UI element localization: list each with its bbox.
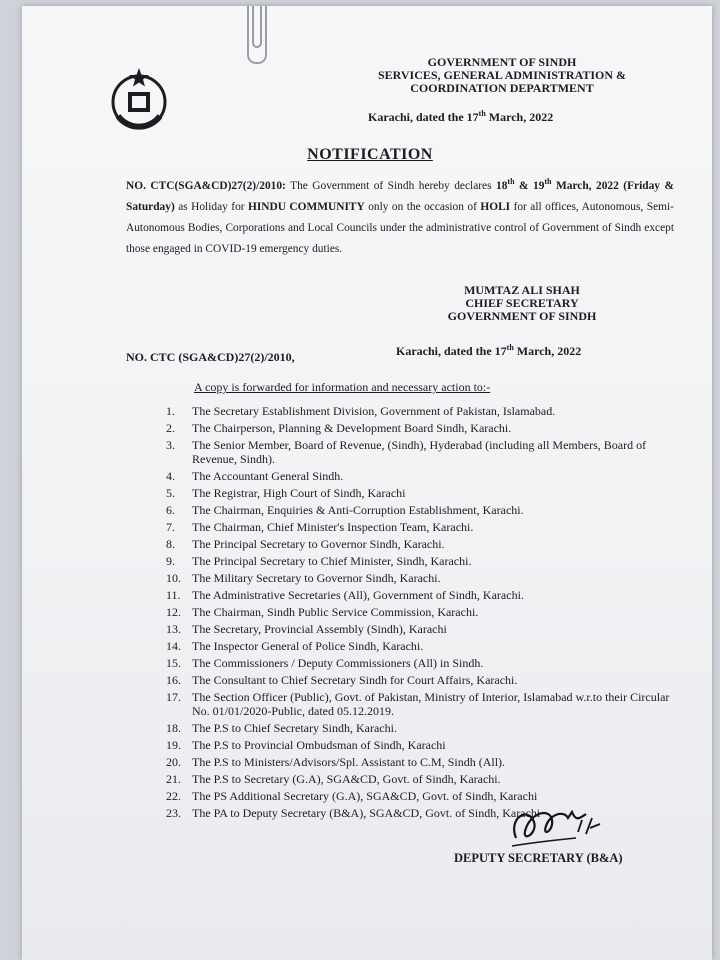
list-item <box>166 806 696 820</box>
list-item <box>166 588 696 602</box>
list-item-number: 9. <box>166 554 175 568</box>
list-item-number: 7. <box>166 520 175 534</box>
copy-forward-intro: A copy is forwarded for information and necessary action to:- <box>194 380 491 394</box>
header-date: Karachi, dated the 17th March, 2022 <box>368 109 554 124</box>
list-item <box>166 690 696 718</box>
list-item-text: The Principal Secretary to Governor Sindh, Karachi. <box>192 537 445 551</box>
list-item-number: 18. <box>166 721 181 735</box>
forward-date: Karachi, dated the 17th March, 2022 <box>396 343 582 358</box>
list-item-text: The Chairman, Enquiries & Anti-Corruption Establishment, Karachi. <box>192 503 524 517</box>
list-item-number: 12. <box>166 605 181 619</box>
list-item-number: 22. <box>166 789 181 803</box>
signatory-designation: CHIEF SECRETARY <box>465 296 579 310</box>
list-item <box>166 721 696 735</box>
list-item-text: The Registrar, High Court of Sindh, Karachi <box>192 486 406 500</box>
list-item-number: 15. <box>166 656 181 670</box>
list-item-number: 10. <box>166 571 181 585</box>
list-item <box>166 486 696 500</box>
list-item-text: The Secretary Establishment Division, Government of Pakistan, Islamabad. <box>192 404 556 418</box>
list-item-text: The Inspector General of Police Sindh, Karachi. <box>192 639 424 653</box>
notification-body: NO. CTC(SGA&CD)27(2)/2010: The Government of Sindh hereby declares 18th & 19th March, 2022 (Friday & Saturday) as Holiday for HINDU COMMUNITY only on the occasion of HOLI for all offices, Autonomous, Semi-Autonomous Bodies, Corporations and Local Councils under the administrative control of Government of Sindh except those engaged in COVID-19 emergency duties. <box>126 177 674 255</box>
list-item-number: 5. <box>166 486 175 500</box>
recipient-list <box>166 404 696 823</box>
list-item-text: The PA to Deputy Secretary (B&A), SGA&CD, Govt. of Sindh, Karachi <box>192 806 541 820</box>
list-item <box>166 554 696 568</box>
list-item <box>166 656 696 670</box>
list-item <box>166 622 696 636</box>
list-item-number: 11. <box>166 588 181 602</box>
list-item <box>166 537 696 551</box>
occasion-name: HOLI <box>480 201 511 213</box>
list-item-number: 4. <box>166 469 175 483</box>
list-item-text: The Principal Secretary to Chief Minister, Sindh, Karachi. <box>192 554 472 568</box>
list-item-number: 3. <box>166 438 175 452</box>
list-item-text: The Chairman, Chief Minister's Inspection Team, Karachi. <box>192 520 474 534</box>
community-name: HINDU COMMUNITY <box>248 201 365 213</box>
list-item <box>166 789 696 803</box>
signatory-name: MUMTAZ ALI SHAH <box>464 283 580 297</box>
list-item-text: The P.S to Provincial Ombudsman of Sindh, Karachi <box>192 738 446 752</box>
list-item <box>166 421 696 435</box>
list-item-number: 8. <box>166 537 175 551</box>
list-item <box>166 404 696 418</box>
list-item <box>166 755 696 769</box>
list-item <box>166 639 696 653</box>
list-item-number: 19. <box>166 738 181 752</box>
list-item-number: 2. <box>166 421 175 435</box>
list-item <box>166 738 696 752</box>
list-item-text: The P.S to Secretary (G.A), SGA&CD, Govt. of Sindh, Karachi. <box>192 772 501 786</box>
list-item <box>166 503 696 517</box>
list-item-text: The P.S to Ministers/Advisors/Spl. Assistant to C.M, Sindh (All). <box>192 755 506 769</box>
header-line-2: SERVICES, GENERAL ADMINISTRATION & <box>377 68 627 82</box>
list-item-number: 16. <box>166 673 181 687</box>
list-item-text: The Secretary, Provincial Assembly (Sindh), Karachi <box>192 622 447 636</box>
paper-clip-icon <box>247 6 267 64</box>
deputy-secretary-signatory: DEPUTY SECRETARY (B&A) <box>454 851 623 865</box>
list-item <box>166 605 696 619</box>
handwritten-signature-icon <box>506 798 606 858</box>
list-item-text: The Commissioners / Deputy Commissioners (All) in Sindh. <box>192 656 484 670</box>
chief-secretary-signatory <box>422 284 622 323</box>
list-item <box>166 438 696 466</box>
document-page <box>22 6 712 960</box>
forward-ref-number: NO. CTC (SGA&CD)27(2)/2010, <box>126 350 295 364</box>
list-item-text: The Section Officer (Public), Govt. of Pakistan, Ministry of Interior, Islamabad w.r.to their Circular No. 01/01/2020-Public, dated 05.12.2019. <box>192 690 670 718</box>
list-item-number: 21. <box>166 772 181 786</box>
list-item <box>166 673 696 687</box>
list-item-text: The Chairperson, Planning & Development Board Sindh, Karachi. <box>192 421 512 435</box>
list-item-number: 1. <box>166 404 175 418</box>
list-item-number: 20. <box>166 755 181 769</box>
list-item-text: The Chairman, Sindh Public Service Commission, Karachi. <box>192 605 479 619</box>
list-item <box>166 571 696 585</box>
list-item <box>166 520 696 534</box>
list-item-text: The Senior Member, Board of Revenue, (Sindh), Hyderabad (including all Members, Board of Revenue, Sindh). <box>192 438 647 466</box>
department-header <box>322 56 682 95</box>
list-item-number: 17. <box>166 690 181 704</box>
list-item-number: 13. <box>166 622 181 636</box>
list-item-text: The P.S to Chief Secretary Sindh, Karachi. <box>192 721 397 735</box>
list-item-number: 6. <box>166 503 175 517</box>
list-item-text: The Administrative Secretaries (All), Government of Sindh, Karachi. <box>192 588 524 602</box>
list-item-text: The Accountant General Sindh. <box>192 469 344 483</box>
header-line-3: COORDINATION DEPARTMENT <box>410 81 594 95</box>
list-item-number: 14. <box>166 639 181 653</box>
signatory-org: GOVERNMENT OF SINDH <box>447 309 597 323</box>
list-item-number: 23. <box>166 806 181 820</box>
list-item-text: The Military Secretary to Governor Sindh, Karachi. <box>192 571 441 585</box>
list-item-text: The Consultant to Chief Secretary Sindh for Court Affairs, Karachi. <box>192 673 518 687</box>
header-line-1: GOVERNMENT OF SINDH <box>427 55 577 69</box>
list-item-text: The PS Additional Secretary (G.A), SGA&CD, Govt. of Sindh, Karachi <box>192 789 538 803</box>
document-title: NOTIFICATION <box>307 146 433 163</box>
list-item <box>166 772 696 786</box>
list-item <box>166 469 696 483</box>
notification-ref: NO. CTC(SGA&CD)27(2)/2010: <box>126 180 286 192</box>
sindh-government-emblem-icon <box>104 64 174 134</box>
